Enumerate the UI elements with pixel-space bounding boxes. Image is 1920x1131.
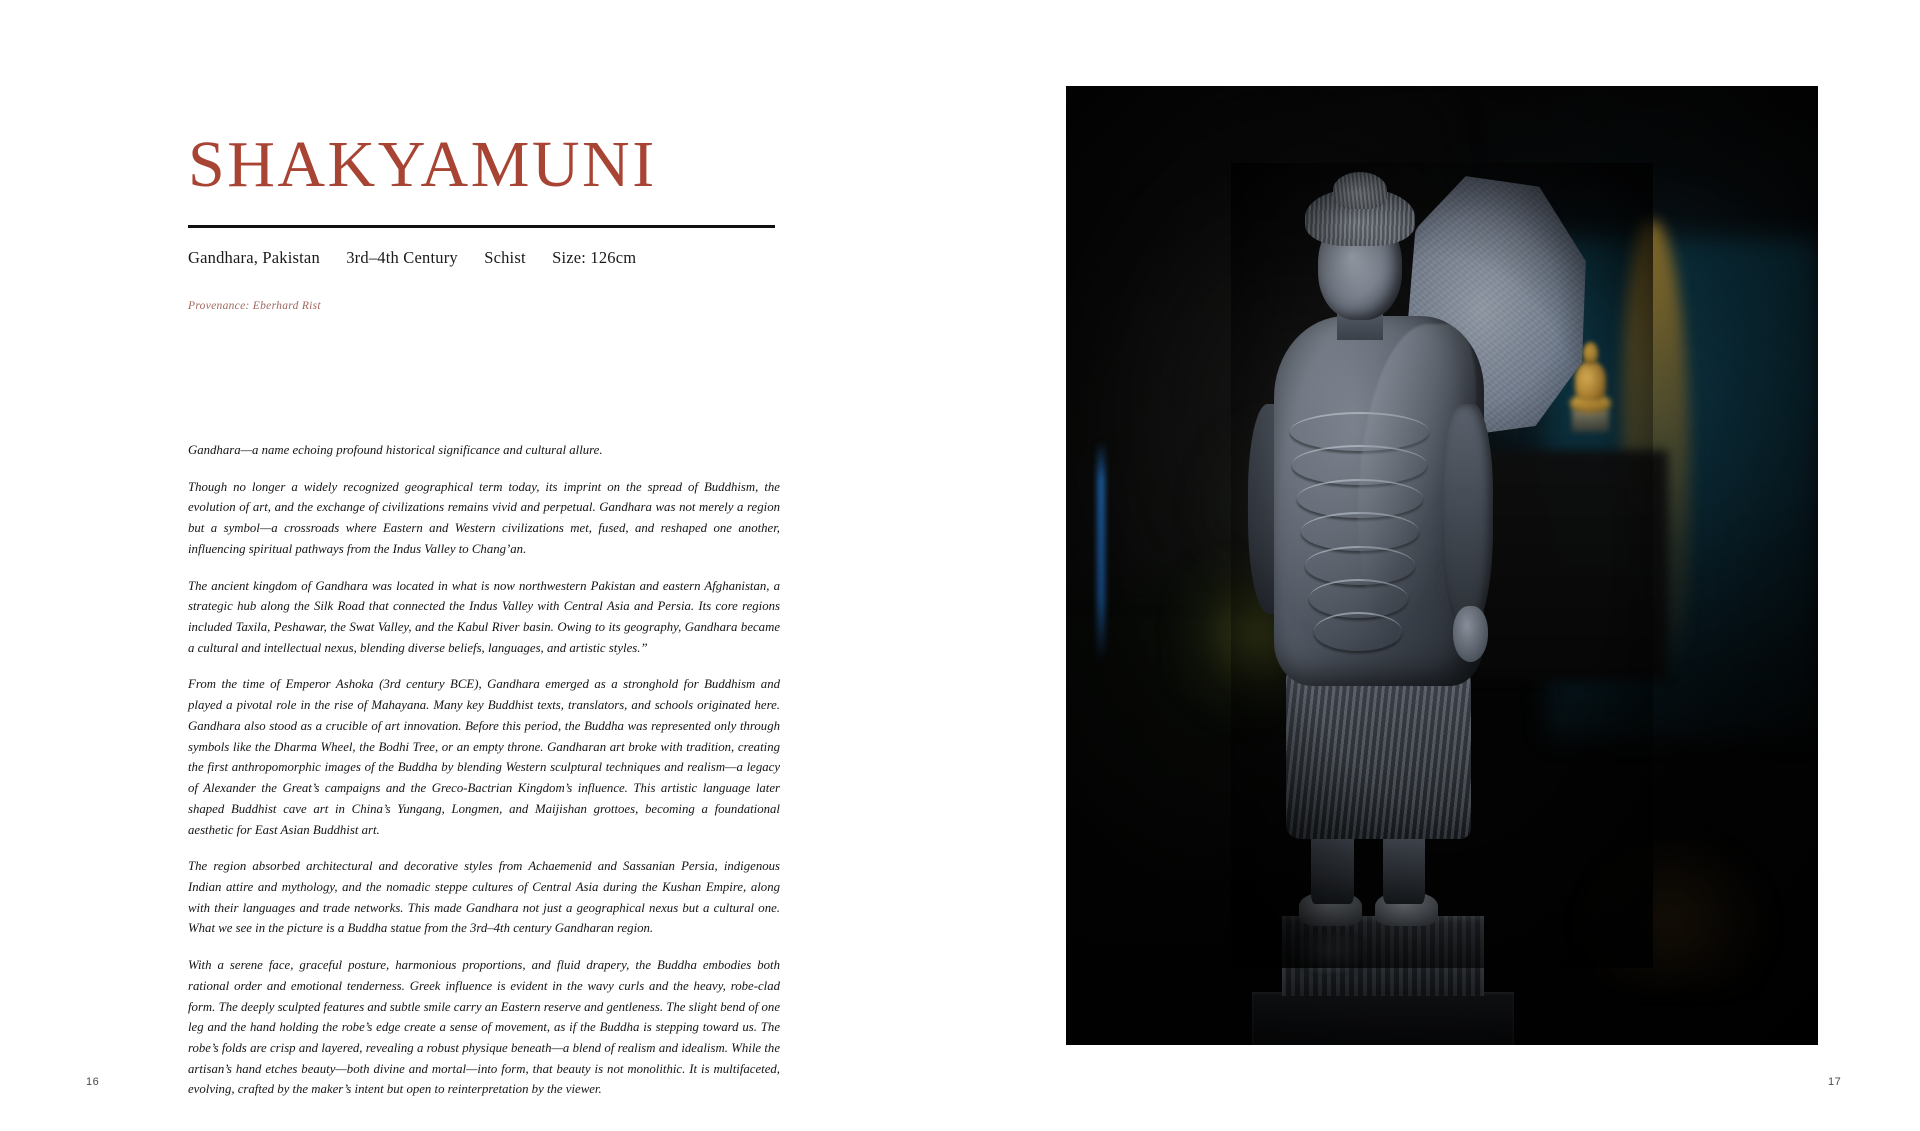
title-divider	[188, 225, 775, 228]
buddha-statue-photograph	[1066, 86, 1818, 1045]
paragraph: The ancient kingdom of Gandhara was located in what is now northwestern Pakistan and eastern Afghanistan, a strategic hub along the Silk Road that connected the Indus Valley with Central Asia and Persia. Its core regions included Taxila, Peshawar, the Swat Valley, and the Kabul River basin. Owing to its geography, Gandhara became a cultural and intellectual nexus, blending diverse beliefs, languages, and artistic styles.”	[188, 578, 780, 655]
ushnisha-topknot	[1333, 172, 1388, 209]
gallery-background	[1066, 86, 1818, 1045]
paragraph: The region absorbed architectural and decorative styles from Achaemenid and Sassanian Persia, indigenous Indian attire and mythology, and the nomadic steppe cultures of Central Asia during the Kushan Empire, along with their languages and trade networks. This made Gandhara not just a geographical nexus but a cultural one. What we see in the picture is a Buddha statue from the 3rd–4th century Gandharan region.	[188, 859, 780, 936]
right-arm	[1442, 404, 1493, 630]
metadata-period: 3rd–4th Century	[346, 248, 458, 267]
folio-right: 17	[1828, 1076, 1842, 1088]
artifact-metadata	[188, 248, 808, 268]
provenance-line: Provenance: Eberhard Rist	[188, 300, 321, 312]
metadata-origin: Gandhara, Pakistan	[188, 248, 320, 267]
body-text	[188, 440, 780, 1100]
standing-buddha-statue	[1231, 163, 1652, 969]
paragraph: With a serene face, graceful posture, harmonious proportions, and fluid drapery, the Buddha embodies both rational order and emotional tenderness. Greek influence is evident in the wavy curls and the heavy, robe-clad form. The deeply sculpted features and subtle smile carry an Eastern reserve and gentleness. The slight bend of one leg and the hand holding the robe’s edge create a sense of movement, as if the Buddha is stepping toward us. The robe’s folds are crisp and layered, revealing a robust physique beneath—a blend of realism and idealism. While the artisan’s hand etches beauty—both divine and mortal—into form, that beauty is not monolithic. It is multifaceted, evolving, crafted by the maker’s intent but open to reinterpretation by the viewer.	[188, 958, 780, 1097]
folio-left: 16	[86, 1076, 100, 1088]
metadata-size: Size: 126cm	[552, 248, 637, 267]
metadata-material: Schist	[484, 248, 526, 267]
paragraph: Gandhara—a name echoing profound historical significance and cultural allure.	[188, 443, 603, 457]
right-hand	[1453, 606, 1489, 662]
page-title: SHAKYAMUNI	[188, 128, 657, 201]
black-plinth	[1252, 992, 1513, 1045]
lower-robe	[1286, 662, 1471, 839]
paragraph: From the time of Emperor Ashoka (3rd century BCE), Gandhara emerged as a stronghold for Buddhism and played a pivotal role in the rise of Mahayana. Many key Buddhist texts, translators, and schools originated here. Gandhara also stood as a crucible of art innovation. Before this period, the Buddha was represented only through symbols like the Dharma Wheel, the Bodhi Tree, or an empty throne. Gandharan art broke with tradition, creating the first anthropomorphic images of the Buddha by blending Western sculptural techniques and realism—a legacy of Alexander the Great’s campaigns and the Greco-Bactrian Kingdom’s influence. This artistic language later shaped Buddhist cave art in China’s Yungang, Longmen, and Maijishan grottoes, becoming a foundational aesthetic for East Asian Buddhist art.	[188, 677, 780, 837]
base-relief-carving	[1299, 932, 1366, 976]
paragraph: Though no longer a widely recognized geographical term today, its imprint on the spread of Buddhism, the evolution of art, and the exchange of civilizations remains vivid and perpetual. Gandhara was not merely a region but a symbol—a crossroads where Eastern and Western civilizations met, fused, and reshaped one another, influencing spiritual pathways from the Indus Valley to Chang’an.	[188, 479, 780, 556]
blue-light-strip	[1097, 441, 1105, 662]
